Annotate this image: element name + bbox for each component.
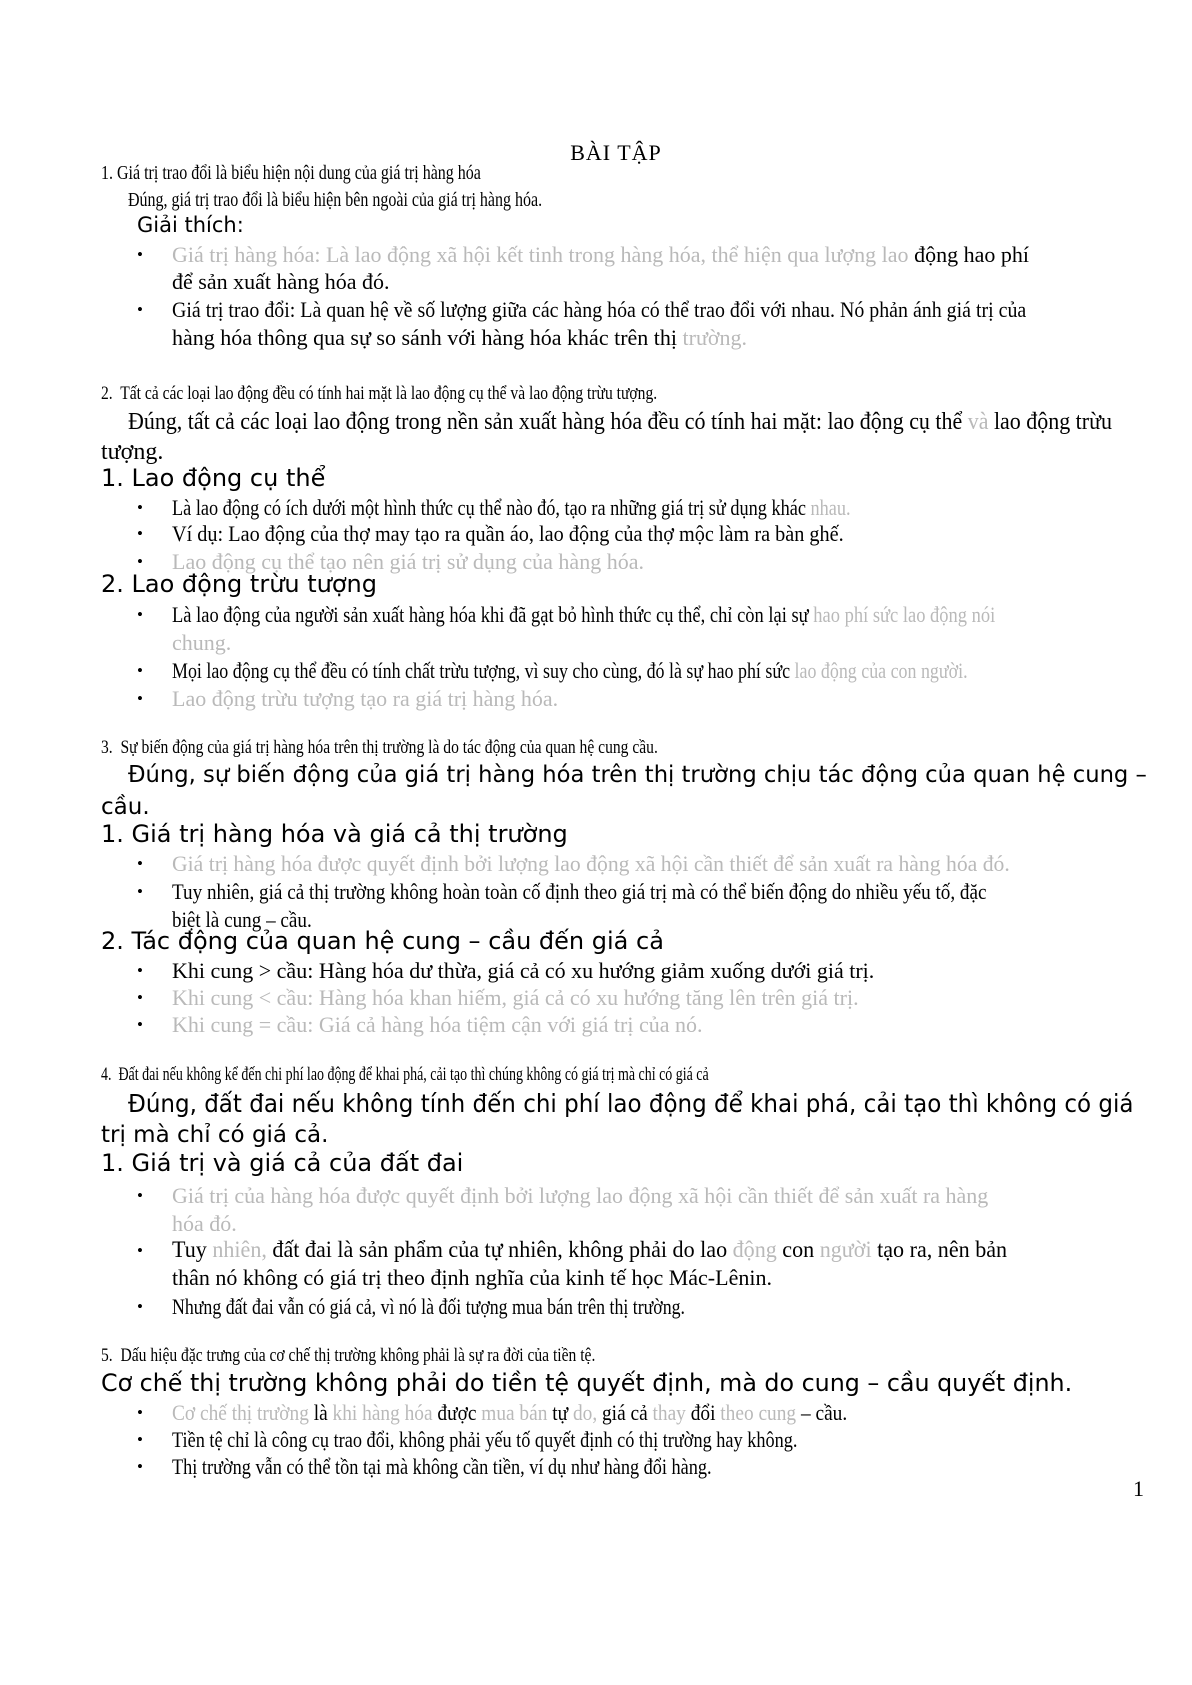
- question-4: [101, 1065, 928, 1084]
- section-heading: 1. Giá trị hàng hóa và giá cả thị trường: [101, 820, 568, 848]
- bullet-icon: •: [137, 1430, 143, 1449]
- bullet-icon: •: [137, 961, 143, 980]
- list-item: Giá trị hàng hóa: Là lao động xã hội kết tinh trong hàng hóa, thể hiện qua lượng lao động hao phí: [172, 242, 1029, 267]
- question-number: 5.: [101, 1345, 113, 1366]
- bullet-icon: •: [137, 605, 143, 624]
- question-number: 2.: [101, 383, 113, 404]
- question-text: Giá trị trao đổi là biểu hiện nội dung của giá trị hàng hóa: [117, 162, 481, 184]
- list-item-continuation: thân nó không có giá trị theo định nghĩa của kinh tế học Mác-Lênin.: [172, 1265, 772, 1290]
- section-heading: 1. Giá trị và giá cả của đất đai: [101, 1149, 464, 1177]
- bullet-icon: •: [137, 245, 143, 264]
- list-item: Lao động cụ thể tạo nên giá trị sử dụng của hàng hóa.: [172, 549, 644, 574]
- list-item: Khi cung < cầu: Hàng hóa khan hiếm, giá cả có xu hướng tăng lên trên giá trị.: [172, 985, 859, 1010]
- bullet-icon: •: [137, 300, 143, 319]
- question-text: Tất cả các loại lao động đều có tính hai mặt là lao động cụ thể và lao động trừu tượng.: [120, 383, 658, 404]
- bullet-icon: •: [137, 1241, 143, 1260]
- question-5: [101, 1346, 704, 1365]
- answer-5: Cơ chế thị trường không phải do tiền tệ quyết định, mà do cung – cầu quyết định.: [101, 1369, 1073, 1397]
- list-item: Giá trị trao đổi: Là quan hệ về số lượng giữa các hàng hóa có thể trao đổi với nhau. Nó phản ánh giá trị của: [172, 297, 1027, 322]
- list-item: Lao động trừu tượng tạo ra giá trị hàng hóa.: [172, 686, 559, 711]
- list-item: Thị trường vẫn có thể tồn tại mà không cần tiền, ví dụ như hàng đổi hàng.: [172, 1454, 712, 1479]
- section-heading: 1. Lao động cụ thể: [101, 464, 326, 492]
- question-number: 3.: [101, 737, 113, 758]
- list-item: Cơ chế thị trường là khi hàng hóa được mua bán tự do, giá cả thay đổi theo cung – cầu.: [172, 1400, 848, 1425]
- list-item: Khi cung = cầu: Giá cả hàng hóa tiệm cận với giá trị của nó.: [172, 1012, 703, 1037]
- question-2: [101, 384, 779, 403]
- list-item: Khi cung > cầu: Hàng hóa dư thừa, giá cả có xu hướng giảm xuống dưới giá trị.: [172, 958, 875, 983]
- answer-continuation: trị mà chỉ có giá cả.: [101, 1122, 329, 1148]
- bullet-icon: •: [137, 552, 143, 571]
- list-item-continuation: biệt là cung – cầu.: [172, 907, 312, 932]
- question-text: Dấu hiệu đặc trưng của cơ chế thị trường không phải là sự ra đời của tiền tệ.: [120, 1345, 596, 1366]
- page-title: BÀI TẬP: [570, 140, 662, 165]
- question-text: Đất đai nếu không kể đến chi phí lao động để khai phá, cải tạo thì chúng không có giá trị mà chỉ có giá cả: [118, 1064, 709, 1085]
- question-1: [101, 163, 576, 183]
- bullet-icon: •: [137, 1015, 143, 1034]
- list-item: Ví dụ: Lao động của thợ may tạo ra quần áo, lao động của thợ mộc làm ra bàn ghế.: [172, 521, 844, 546]
- list-item-continuation: hóa đó.: [172, 1211, 237, 1236]
- answer-3: Đúng, sự biến động của giá trị hàng hóa trên thị trường chịu tác động của quan hệ cung –: [128, 762, 1147, 788]
- question-text: Sự biến động của giá trị hàng hóa trên thị trường là do tác động của quan hệ cung cầu.: [120, 737, 658, 758]
- bullet-icon: •: [137, 1457, 143, 1476]
- list-item-continuation: chung.: [172, 630, 232, 655]
- answer-2: Đúng, tất cả các loại lao động trong nền sản xuất hàng hóa đều có tính hai mặt: lao động cụ thể và lao động trừu: [128, 409, 1112, 435]
- list-item-continuation: để sản xuất hàng hóa đó.: [172, 269, 390, 294]
- bullet-icon: •: [137, 854, 143, 873]
- bullet-icon: •: [137, 661, 143, 680]
- question-3: [101, 738, 780, 757]
- section-heading: 2. Tác động của quan hệ cung – cầu đến giá cả: [101, 927, 664, 955]
- list-item: Là lao động của người sản xuất hàng hóa khi đã gạt bỏ hình thức cụ thể, chỉ còn lại sự hao phí sức lao động nói: [172, 602, 996, 627]
- bullet-icon: •: [137, 524, 143, 543]
- page-number: 1: [1133, 1476, 1144, 1501]
- list-item: Giá trị của hàng hóa được quyết định bởi lượng lao động xã hội cần thiết để sản xuất ra hàng: [172, 1183, 989, 1208]
- answer-continuation: tượng.: [101, 439, 164, 465]
- bullet-icon: •: [137, 1297, 143, 1316]
- list-item-continuation: hàng hóa thông qua sự so sánh với hàng hóa khác trên thị trường.: [172, 325, 748, 350]
- list-item: Mọi lao động cụ thể đều có tính chất trừu tượng, vì suy cho cùng, đó là sự hao phí sức lao động của con người.: [172, 658, 968, 683]
- bullet-icon: •: [137, 988, 143, 1007]
- answer-continuation: cầu.: [101, 794, 150, 820]
- answer-1: Đúng, giá trị trao đổi là biểu hiện bên ngoài của giá trị hàng hóa.: [128, 189, 543, 211]
- question-number: 1.: [101, 162, 113, 184]
- bullet-icon: •: [137, 689, 143, 708]
- list-item: Là lao động có ích dưới một hình thức cụ thể nào đó, tạo ra những giá trị sử dụng khác nhau.: [172, 495, 851, 520]
- list-item: Giá trị hàng hóa được quyết định bởi lượng lao động xã hội cần thiết để sản xuất ra hàng hóa đó.: [172, 851, 1010, 876]
- answer-4: Đúng, đất đai nếu không tính đến chi phí lao động để khai phá, cải tạo thì không có giá: [128, 1089, 1134, 1118]
- list-item: Nhưng đất đai vẫn có giá cả, vì nó là đối tượng mua bán trên thị trường.: [172, 1294, 686, 1319]
- bullet-icon: •: [137, 1403, 143, 1422]
- list-item: Tuy nhiên, đất đai là sản phẩm của tự nhiên, không phải do lao động con người tạo ra, nên bản: [172, 1237, 1008, 1262]
- bullet-icon: •: [137, 1186, 143, 1205]
- list-item: Tuy nhiên, giá cả thị trường không hoàn toàn cố định theo giá trị mà có thể biến động do nhiều yếu tố, đặc: [172, 879, 987, 904]
- section-heading: 2. Lao động trừu tượng: [101, 570, 377, 598]
- list-item: Tiền tệ chỉ là công cụ trao đổi, không phải yếu tố quyết định có thị trường hay không.: [172, 1427, 798, 1452]
- bullet-icon: •: [137, 498, 143, 517]
- question-number: 4.: [101, 1064, 112, 1085]
- bullet-icon: •: [137, 882, 143, 901]
- explanation-heading: Giải thích:: [137, 213, 244, 237]
